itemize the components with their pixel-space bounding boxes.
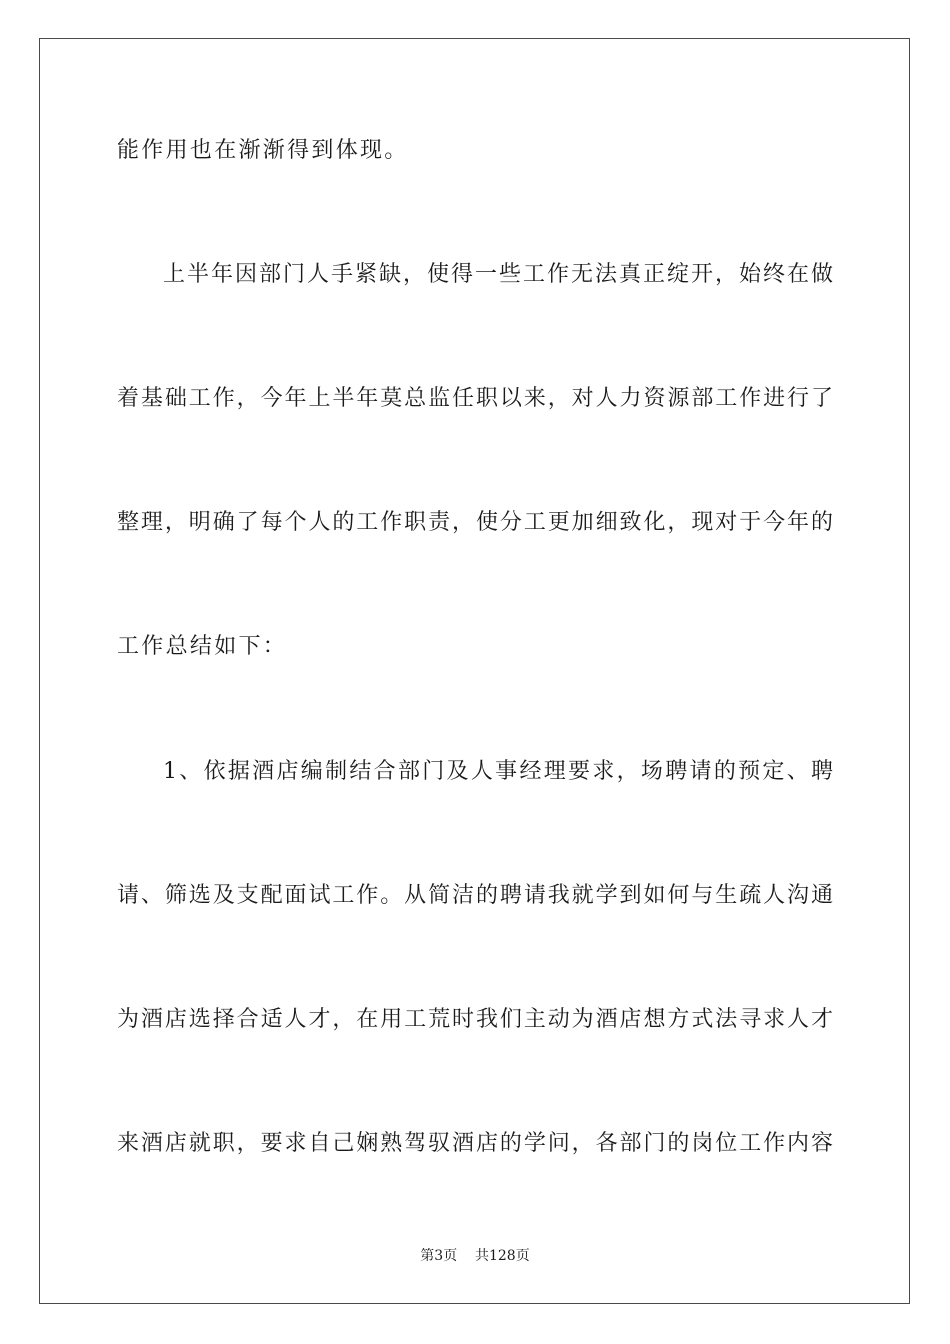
paragraph-line-3: 着基础工作，今年上半年莫总监任职以来，对人力资源部工作进行了: [117, 386, 833, 411]
page-border: [39, 38, 910, 1304]
paragraph-line-7: 请、筛选及支配面试工作。从简洁的聘请我就学到如何与生疏人沟通: [117, 883, 833, 908]
paragraph-line-8: 为酒店选择合适人才，在用工荒时我们主动为酒店想方式法寻求人才: [117, 1007, 833, 1032]
paragraph-line-9: 来酒店就职，要求自己娴熟驾驭酒店的学问，各部门的岗位工作内容: [117, 1131, 833, 1156]
paragraph-line-6: 1、依据酒店编制结合部门及人事经理要求，场聘请的预定、聘: [163, 759, 833, 784]
paragraph-line-5: 工作总结如下：: [117, 634, 288, 659]
page-number-footer: 第3页 共128页: [420, 1248, 530, 1264]
paragraph-line-1: 能作用也在渐渐得到体现。: [117, 138, 409, 163]
paragraph-line-4: 整理，明确了每个人的工作职责，使分工更加细致化，现对于今年的: [117, 510, 833, 535]
paragraph-line-2: 上半年因部门人手紧缺，使得一些工作无法真正绽开，始终在做: [163, 262, 833, 287]
